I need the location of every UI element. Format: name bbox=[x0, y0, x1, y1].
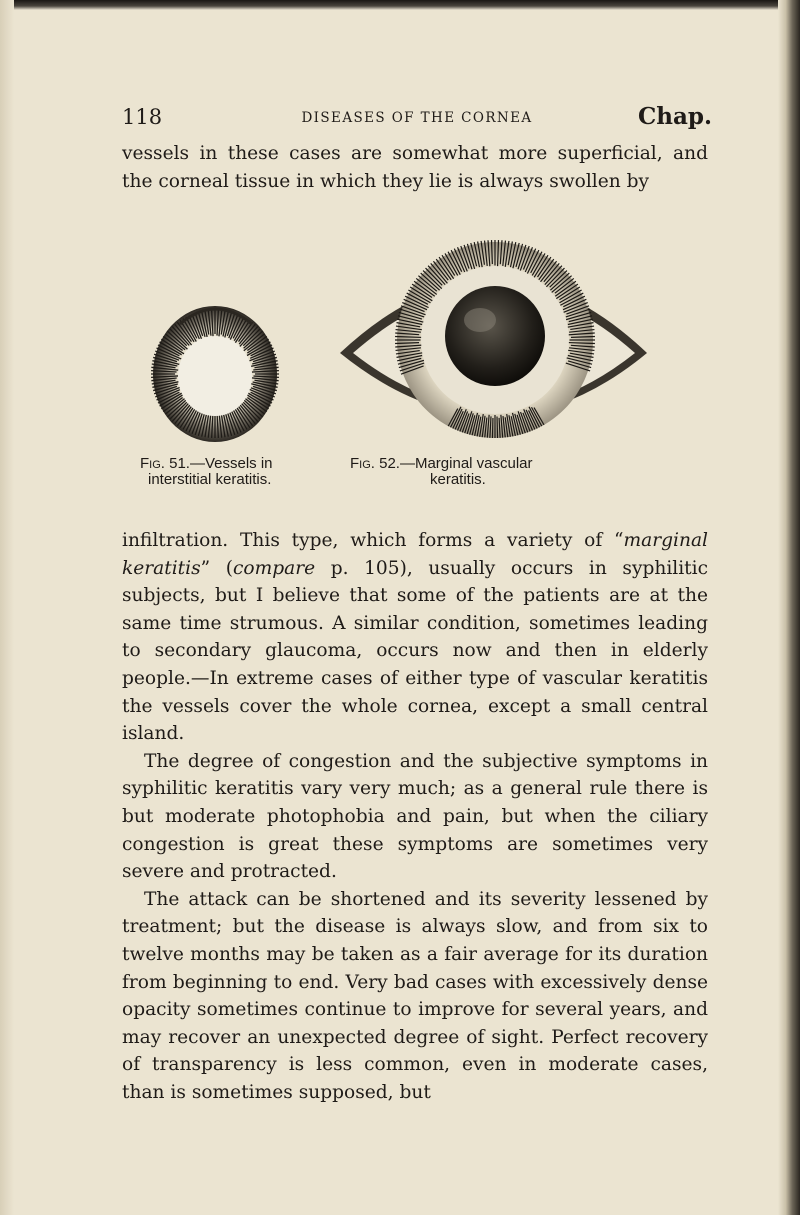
paragraph-1-text-b: ” ( bbox=[200, 557, 233, 579]
page-top-edge-shadow bbox=[0, 0, 800, 10]
running-head-title: DISEASES OF THE CORNEA bbox=[301, 110, 533, 126]
paragraph-1-emphasis-compare: compare bbox=[232, 557, 316, 579]
paragraph-1-text-c: p. 105), usually occurs in syphilitic subjects, but I believe that some of the patients are at the same time strumous. A similar condition, sometimes leading to secondary glaucoma, occurs now and then in elderly people.—In extreme cases of either type of vascular keratitis the vessels cover the whole cornea, except a small central island. bbox=[122, 557, 709, 745]
figure-51-caption bbox=[140, 456, 320, 488]
page-binding-edge bbox=[778, 0, 800, 1215]
figure-group bbox=[140, 228, 700, 518]
eye-marginal-vascular-illustration bbox=[335, 228, 653, 456]
paragraph-3: The attack can be shortened and its severity lessened by treatment; but the disease is always slow, and from six to twelve months may be taken as a fair average for its duration from beginning to end. Very bad cases with excessively dense opacity sometimes continue to improve for several years, and may recover an unexpected degree of sight. Perfect recovery of transparency is less common, even in moderate cases, than is sometimes supposed, but bbox=[122, 888, 708, 1103]
paragraph-1-text-a: infiltration. This type, which forms a variety of “ bbox=[122, 530, 624, 551]
paragraph-2: The degree of congestion and the subjective symptoms in syphilitic keratitis vary very much; as a general rule there is but moderate photophobia and pain, but when the ciliary congestion is great these symptoms are sometimes very severe and protracted. bbox=[122, 750, 708, 883]
figure-52-caption bbox=[350, 456, 650, 488]
page-left-shadow bbox=[0, 0, 14, 1215]
running-head bbox=[122, 103, 712, 135]
body-text-main bbox=[122, 527, 708, 1106]
figure-52-caption-line2: keratitis. bbox=[430, 471, 486, 488]
page-number: 118 bbox=[122, 105, 163, 129]
figure-51-caption-line2: interstitial keratitis. bbox=[148, 471, 272, 488]
figure-52-caption-line1: —Marginal vascular bbox=[399, 455, 533, 472]
paragraph-1 bbox=[122, 527, 708, 748]
figure-51-caption-line1: —Vessels in bbox=[189, 455, 273, 472]
paragraph-continued: vessels in these cases are somewhat more superficial, and the corneal tissue in which they lie is always swollen by bbox=[122, 143, 708, 192]
paragraph-1-emphasis-marginal-keratitis: marginal keratitis bbox=[122, 530, 708, 579]
figure-52-number: Fig. 52. bbox=[350, 455, 400, 472]
chapter-label: Chap. bbox=[637, 103, 712, 130]
body-text-top bbox=[122, 140, 708, 195]
figure-51-number: Fig. 51. bbox=[140, 455, 190, 472]
eye-vessels-interstitial-illustration bbox=[140, 284, 300, 454]
